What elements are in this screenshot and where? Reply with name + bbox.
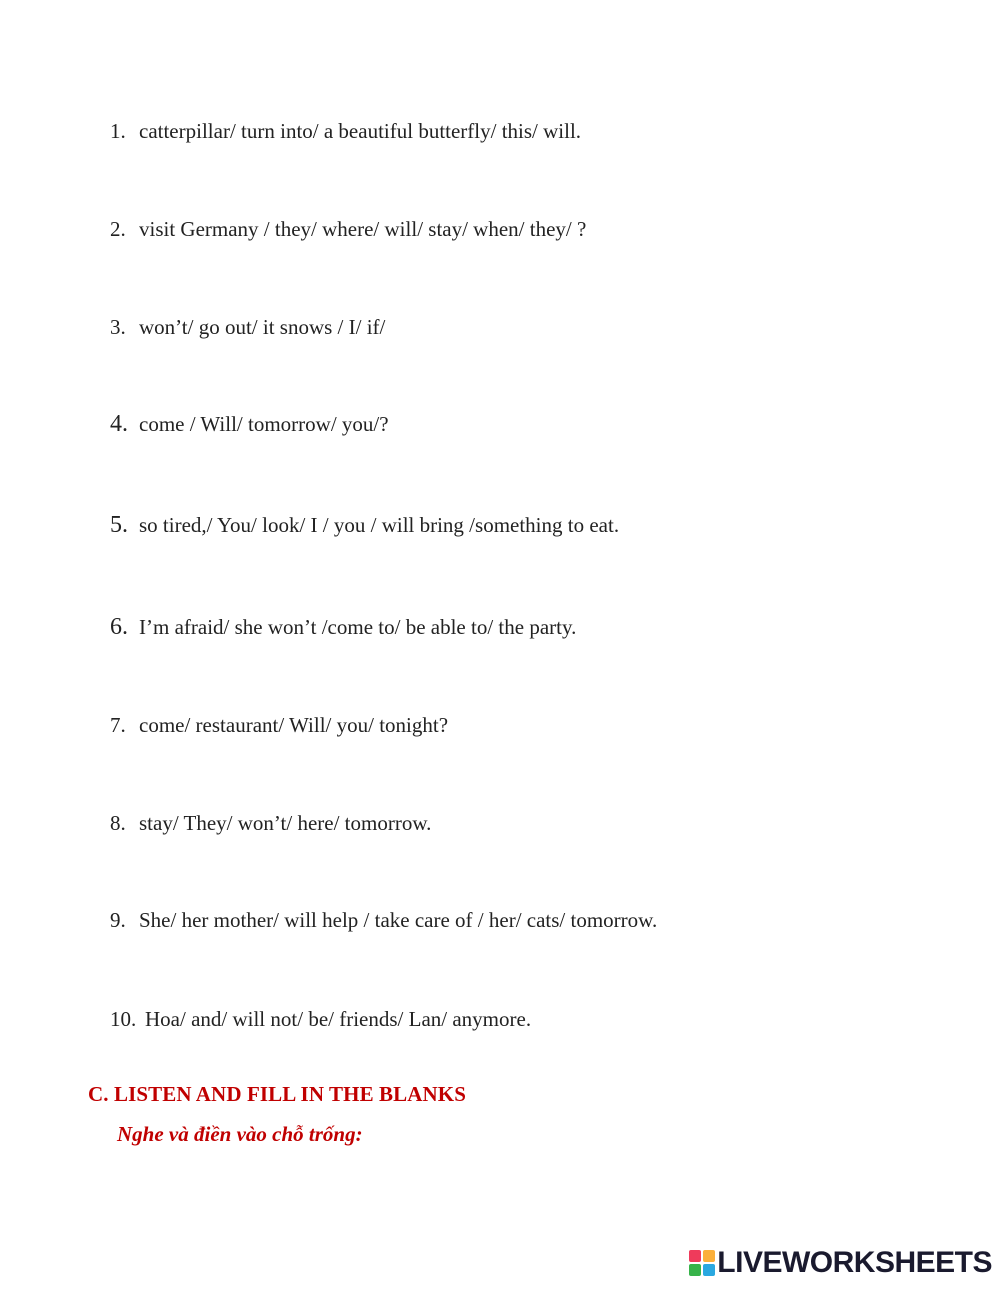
question-7 bbox=[110, 712, 448, 738]
question-text: come / Will/ tomorrow/ you/? bbox=[139, 412, 389, 436]
question-number: 8. bbox=[110, 811, 126, 835]
logo-square-green bbox=[689, 1264, 701, 1276]
question-text: stay/ They/ won’t/ here/ tomorrow. bbox=[139, 811, 432, 835]
question-text: catterpillar/ turn into/ a beautiful butterfly/ this/ will. bbox=[139, 119, 582, 143]
question-text: I’m afraid/ she won’t /come to/ be able to/ the party. bbox=[139, 615, 577, 639]
question-2 bbox=[110, 216, 586, 242]
question-text: come/ restaurant/ Will/ you/ tonight? bbox=[139, 713, 449, 737]
question-text: so tired,/ You/ look/ I / you / will bring /something to eat. bbox=[139, 513, 620, 537]
question-number: 6. bbox=[110, 614, 128, 640]
question-9 bbox=[110, 907, 657, 933]
question-text: Hoa/ and/ will not/ be/ friends/ Lan/ anymore. bbox=[145, 1007, 532, 1031]
question-4 bbox=[110, 411, 389, 437]
question-text: She/ her mother/ will help / take care of / her/ cats/ tomorrow. bbox=[139, 908, 658, 932]
brand-name: LIVEWORKSHEETS bbox=[717, 1246, 992, 1279]
logo-square-red bbox=[689, 1250, 701, 1262]
liveworksheets-logo-icon bbox=[689, 1250, 715, 1276]
question-8 bbox=[110, 810, 431, 836]
question-number: 7. bbox=[110, 713, 126, 737]
question-text: visit Germany / they/ where/ will/ stay/ when/ they/ ? bbox=[139, 217, 587, 241]
question-number: 1. bbox=[110, 119, 126, 143]
section-heading: C. LISTEN AND FILL IN THE BLANKS bbox=[88, 1082, 467, 1106]
section-subheading: Nghe và điền vào chỗ trống: bbox=[117, 1122, 363, 1146]
question-10 bbox=[110, 1006, 531, 1032]
question-number: 3. bbox=[110, 315, 126, 339]
question-number: 5. bbox=[110, 512, 128, 538]
question-3 bbox=[110, 314, 385, 340]
logo-square-orange bbox=[703, 1250, 715, 1262]
question-number: 10. bbox=[110, 1007, 137, 1031]
question-number: 4. bbox=[110, 411, 128, 437]
question-5 bbox=[110, 512, 619, 538]
question-text: won’t/ go out/ it snows / I/ if/ bbox=[139, 315, 386, 339]
logo-square-blue bbox=[703, 1264, 715, 1276]
question-number: 9. bbox=[110, 908, 126, 932]
question-6 bbox=[110, 614, 576, 640]
liveworksheets-brand bbox=[689, 1247, 992, 1279]
question-number: 2. bbox=[110, 217, 126, 241]
question-1 bbox=[110, 118, 581, 144]
